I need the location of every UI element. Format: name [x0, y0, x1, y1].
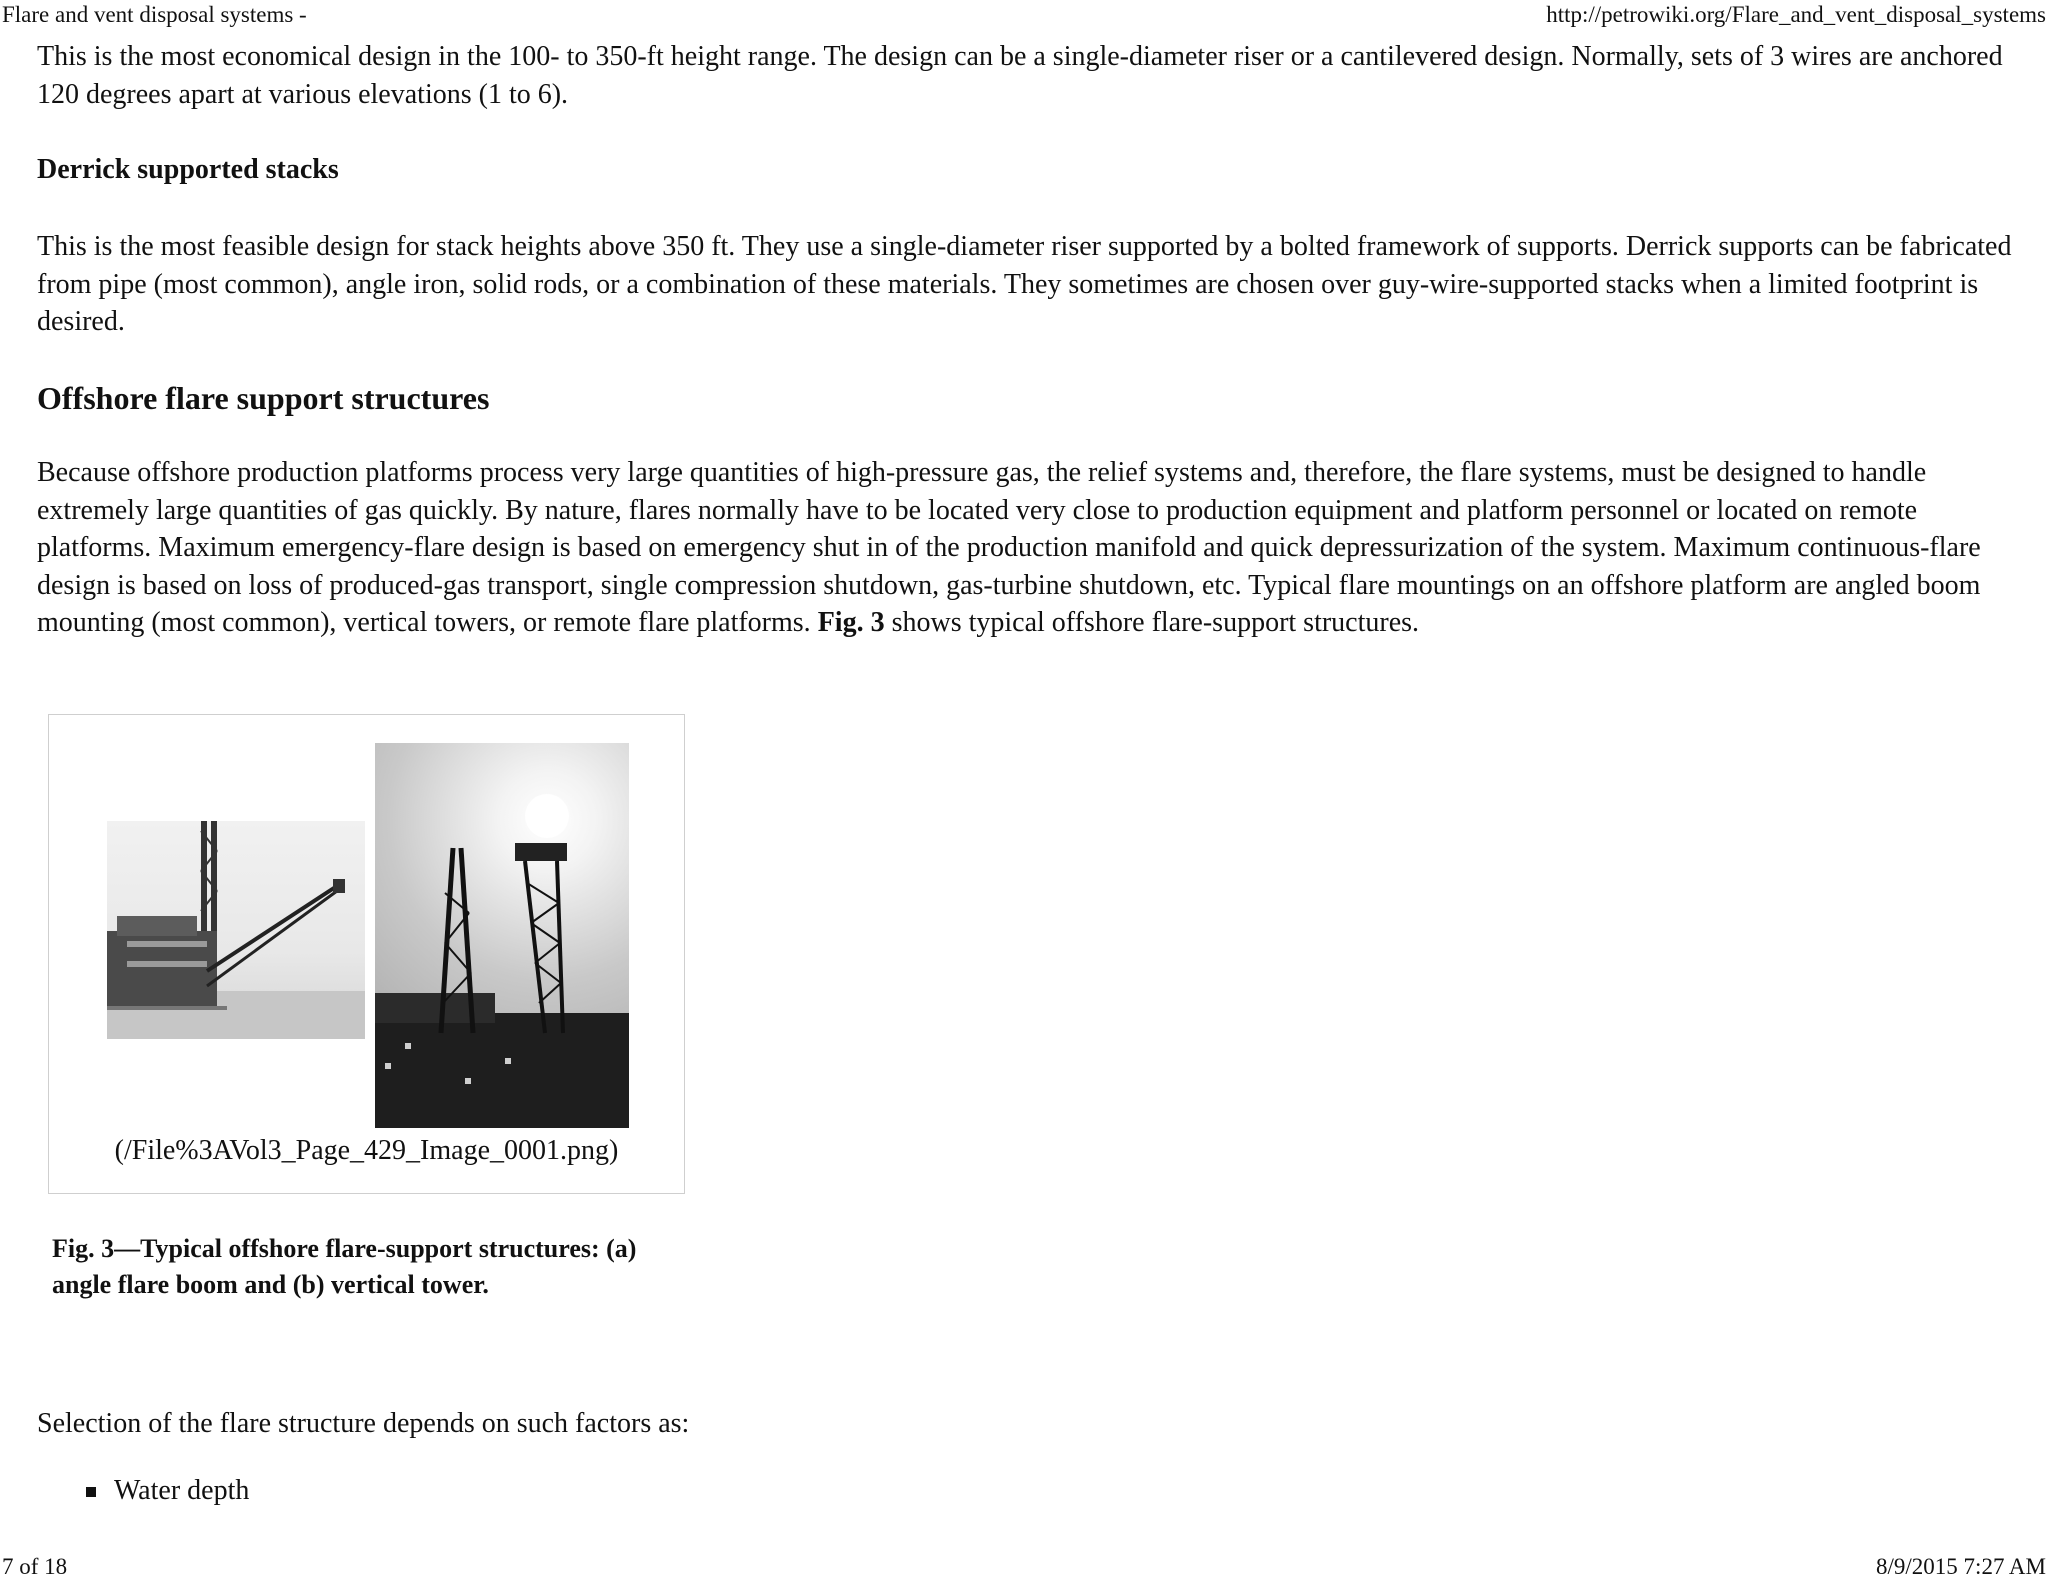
page-footer-timestamp: 8/9/2015 7:27 AM [1876, 1554, 2046, 1579]
offshore-paragraph-text-1: Because offshore production platforms process very large quantities of high-pressure gas, the relief systems and, therefore, the flare systems, must be designed to handle extremely large quantities of gas quickly. By nature, flares normally have to be located very close to production equipment and platform personnel or located on remote platforms. Maximum emergency-flare design is based on emergency shut in of the production manifold and quick depressurization of the system. Maximum continuous-flare design is based on loss of produced-gas transport, single compression shutdown, gas-turbine shutdown, etc. Typical flare mountings on an offshore platform are angled boom mounting (most common), vertical towers, or remote flare platforms. [37, 457, 1981, 638]
angle-flare-boom-photo[interactable] [107, 821, 365, 1039]
page-header-url[interactable]: http://petrowiki.org/Flare_and_vent_disposal_systems [1546, 2, 2046, 27]
list-item [86, 1472, 249, 1509]
factor-label: Water depth [114, 1475, 250, 1506]
vertical-tower-photo[interactable] [375, 743, 629, 1128]
offshore-paragraph-text-2: shows typical offshore flare-support structures. [884, 607, 1420, 638]
figure-file-link[interactable]: (/File%3AVol3_Page_429_Image_0001.png) [114, 1135, 619, 1166]
fig-3-reference: Fig. 3 [817, 607, 885, 638]
figure-thumbnail-box[interactable] [48, 714, 685, 1194]
factors-list [86, 1472, 249, 1509]
offshore-paragraph [37, 454, 2027, 642]
selection-paragraph: Selection of the flare structure depends on such factors as: [37, 1408, 690, 1439]
offshore-heading: Offshore flare support structures [37, 380, 490, 416]
derrick-paragraph: This is the most feasible design for stack heights above 350 ft. They use a single-diameter riser supported by a bolted framework of supports. Derrick supports can be fabricated from pipe (most common), angle iron, solid rods, or a combination of these materials. They sometimes are chosen over guy-wire-supported stacks when a limited footprint is desired. [37, 231, 2012, 337]
figure-caption: Fig. 3—Typical offshore flare-support structures: (a) angle flare boom and (b) vertical tower. [52, 1234, 637, 1299]
bullet-icon [86, 1487, 96, 1497]
intro-paragraph: This is the most economical design in the 100- to 350-ft height range. The design can be a single-diameter riser or a cantilevered design. Normally, sets of 3 wires are anchored 120 degrees apart at various elevations (1 to 6). [37, 41, 2003, 110]
page-header-title: Flare and vent disposal systems - [2, 2, 307, 27]
angle-flare-boom-illustration [107, 821, 365, 1039]
vertical-tower-illustration [375, 743, 629, 1128]
derrick-heading: Derrick supported stacks [37, 154, 339, 185]
page-footer-page-count: 7 of 18 [2, 1554, 68, 1579]
